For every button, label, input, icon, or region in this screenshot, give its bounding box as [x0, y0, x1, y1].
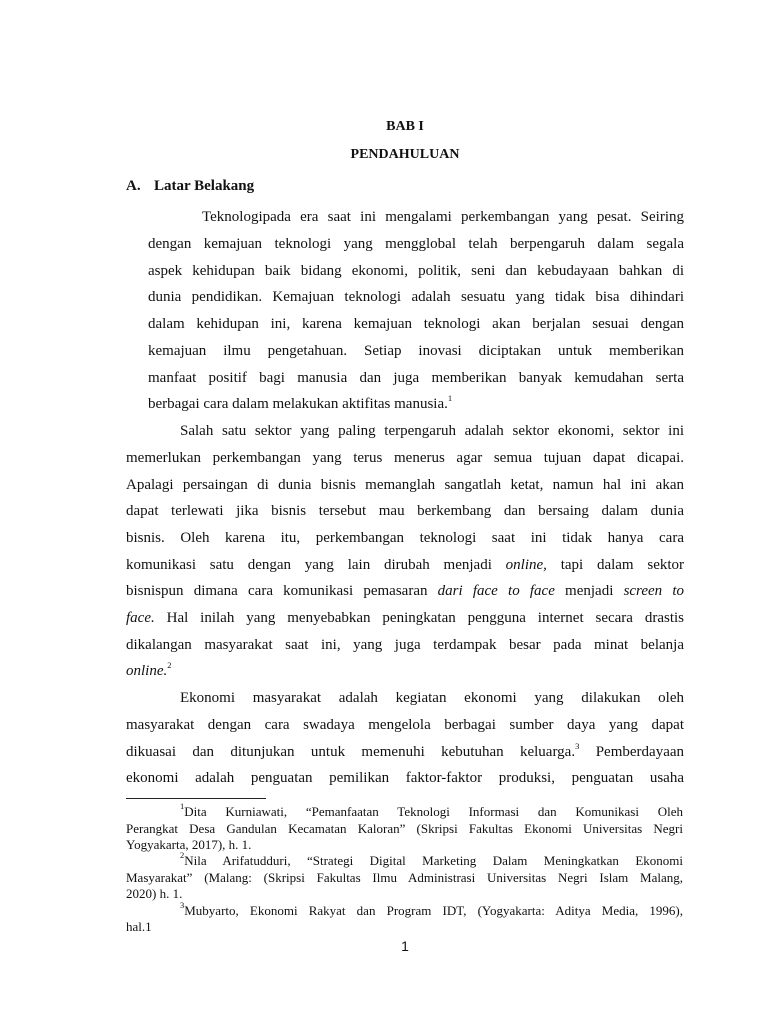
paragraph-2-line: dapat terlewati jika bisnis tersebut mau berkembang dan bersaing dalam dunia: [126, 503, 684, 519]
footnote-text: Mubyarto, Ekonomi Rakyat dan Program IDT, (Yogyakarta: Aditya Media, 1996),: [184, 903, 683, 918]
chapter-title: PENDAHULUAN: [350, 147, 460, 162]
paragraph-2-line: memerlukan perkembangan yang terus menerus agar semua tujuan dapat dicapai.: [126, 450, 684, 466]
paragraph-2-line: bisnis. Oleh karena itu, perkembangan teknologi saat ini tidak hanya cara: [126, 530, 684, 546]
paragraph-3-line: [126, 741, 685, 761]
paragraph-1-line: manfaat positif bagi manusia dan juga memberikan banyak kemudahan serta: [148, 370, 684, 386]
footnote-2-line: 2020) h. 1.: [126, 886, 183, 901]
footnote-3-line: hal.1: [126, 919, 152, 934]
paragraph-1-last-line: [148, 393, 684, 413]
paragraph-1-line: dengan kemajuan teknologi yang mengglobal telah berpengaruh dalam segala: [148, 236, 684, 252]
paragraph-1-line: kemajuan ilmu pengetahuan. Setiap inovasi diciptakan untuk memberikan: [148, 343, 684, 359]
footnote-ref-1: 1: [447, 393, 453, 403]
paragraph-3-line: masyarakat dengan cara swadaya mengelola berbagai sumber daya yang dapat: [126, 717, 684, 733]
text-run: tapi dalam sektor: [560, 557, 685, 573]
footnote-ref-3: 3: [575, 741, 580, 751]
paragraph-1-line: dunia pendidikan. Kemajuan teknologi adalah sesuatu yang tidak bisa dihindari: [148, 289, 684, 305]
text-run: Pemberdayaan: [595, 744, 685, 760]
chapter-number: BAB I: [386, 119, 424, 134]
italic-term: dari face to face: [437, 583, 555, 599]
section-title: Latar Belakang: [154, 178, 255, 194]
paragraph-1-line: Teknologipada era saat ini mengalami perkembangan yang pesat. Seiring: [202, 209, 684, 225]
footnote-2-line: Masyarakat” (Malang: (Skripsi Fakultas Ilmu Administrasi Universitas Negri Islam Malang,: [126, 870, 683, 885]
italic-term: screen to: [623, 583, 685, 599]
footnote-3-line: [180, 900, 683, 919]
section-heading: [126, 178, 254, 195]
footnote-1-line: Yogyakarta, 2017), h. 1.: [126, 837, 252, 852]
italic-term: face.: [126, 610, 155, 626]
paragraph-2-line: Apalagi persaingan di dunia bisnis memanglah sangatlah ketat, namun hal ini akan: [126, 477, 684, 493]
paragraph-2-line: [126, 557, 684, 574]
section-letter: A.: [126, 178, 141, 194]
text-run: bisnispun dimana cara komunikasi pemasaran: [126, 583, 428, 599]
footnote-number: 2: [180, 850, 185, 860]
paragraph-2-line: Salah satu sektor yang paling terpengaruh adalah sektor ekonomi, sektor ini: [180, 423, 684, 439]
paragraph-2-last-line: [126, 660, 684, 680]
text-run: Hal inilah yang menyebabkan peningkatan pengguna internet secara drastis: [166, 610, 685, 626]
footnote-1-line: Perangkat Desa Gandulan Kecamatan Kaloran” (Skripsi Fakultas Ekonomi Universitas Negri: [126, 821, 683, 836]
footnote-number: 3: [180, 900, 185, 910]
footnote-ref-2: 2: [167, 660, 172, 670]
paragraph-2-line: dikalangan masyarakat saat ini, yang juga terdampak besar pada minat belanja: [126, 637, 684, 653]
paragraph-2-line: [126, 583, 684, 600]
footnote-2-line: [180, 850, 683, 869]
footnote-number: 1: [180, 801, 185, 811]
paragraph-1-line: dalam kehidupan ini, karena kemajuan teknologi akan berjalan sesuai dengan: [148, 316, 684, 332]
paragraph-3-line: Ekonomi masyarakat adalah kegiatan ekonomi yang dilakukan oleh: [180, 690, 684, 706]
italic-term: online,: [505, 557, 547, 573]
text-run: komunikasi satu dengan yang lain dirubah menjadi: [126, 557, 492, 573]
text-run: dikuasai dan ditunjukan untuk memenuhi kebutuhan keluarga.: [126, 744, 576, 760]
paragraph-1-line: aspek kehidupan baik bidang ekonomi, politik, seni dan kebudayaan bahkan di: [148, 263, 684, 279]
footnote-1-line: [180, 801, 683, 820]
italic-term: online.: [126, 663, 168, 679]
footnote-text: Nila Arifatudduri, “Strategi Digital Marketing Dalam Meningkatkan Ekonomi: [184, 853, 683, 868]
footnote-text: Dita Kurniawati, “Pemanfaatan Teknologi Informasi dan Komunikasi Oleh: [184, 804, 683, 819]
text-run: menjadi: [565, 583, 614, 599]
page-number: 1: [401, 938, 409, 954]
footnote-separator: [126, 798, 266, 799]
paragraph-1-text: berbagai cara dalam melakukan aktifitas manusia.: [148, 396, 448, 412]
paragraph-2-line: [126, 610, 684, 627]
paragraph-3-line: ekonomi adalah penguatan pemilikan faktor-faktor produksi, penguatan usaha: [126, 770, 684, 786]
